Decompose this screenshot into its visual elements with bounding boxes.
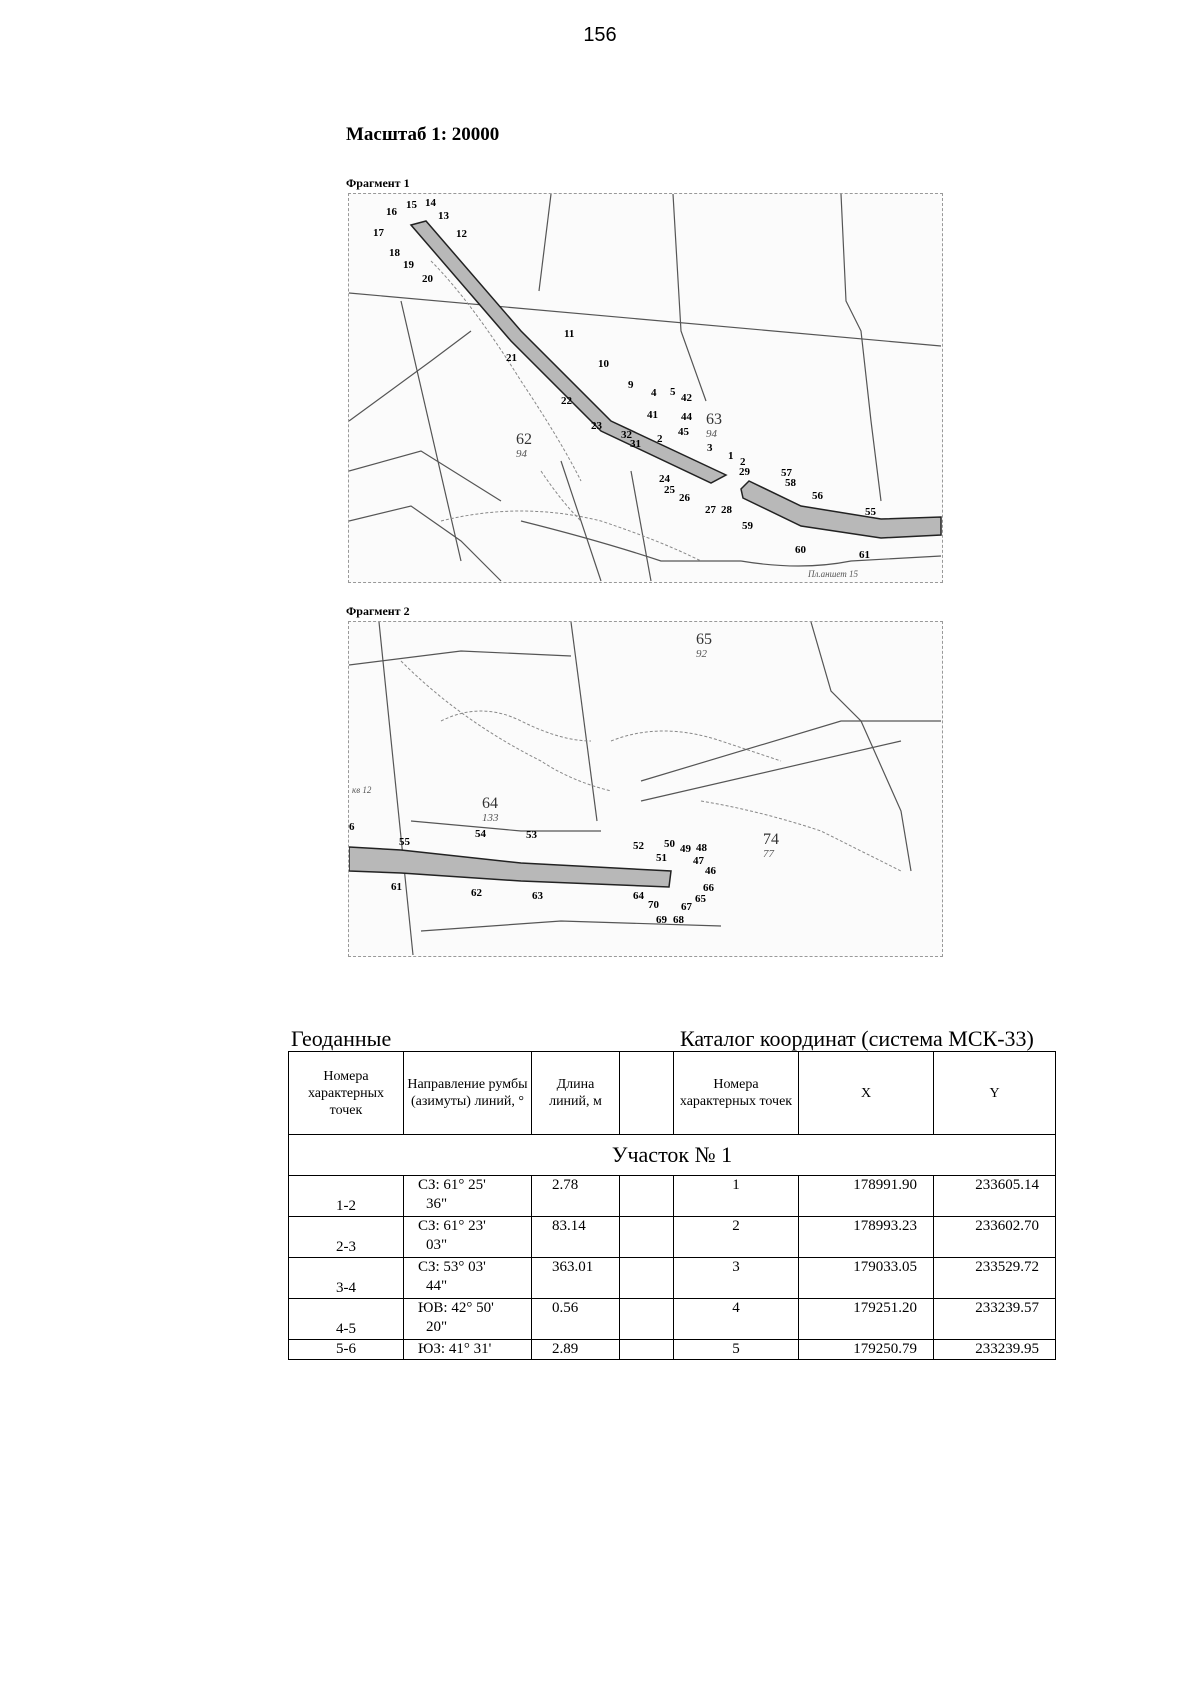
cell-length: 0.56 xyxy=(532,1299,620,1340)
cell-y: 233602.70 xyxy=(934,1217,1056,1258)
parcel-area: 94 xyxy=(706,428,717,440)
cell-length: 363.01 xyxy=(532,1258,620,1299)
parcel-number: 62 xyxy=(516,431,532,448)
table-row xyxy=(289,1340,1056,1360)
point-label: 41 xyxy=(647,409,658,421)
point-label: 52 xyxy=(633,840,644,852)
point-label: 14 xyxy=(425,197,436,209)
point-label: 55 xyxy=(865,506,876,518)
point-label: 19 xyxy=(403,259,414,271)
header-points: Номера характерных точек xyxy=(289,1052,404,1135)
point-label: 67 xyxy=(681,901,692,913)
fragment1-title: Фрагмент 1 xyxy=(346,176,410,190)
point-label: 2 xyxy=(657,433,663,445)
point-label: 48 xyxy=(696,842,707,854)
point-label: 9 xyxy=(628,379,634,391)
cell-direction: СЗ: 61° 25' 36" xyxy=(404,1176,532,1217)
parcel-number: 74 xyxy=(763,831,779,848)
point-label: 2 xyxy=(740,456,746,468)
cell-pair: 3-4 xyxy=(289,1258,404,1299)
point-label: 22 xyxy=(561,395,572,407)
fragment1-corridor-a xyxy=(411,221,726,483)
point-label: 60 xyxy=(795,544,806,556)
point-label: 49 xyxy=(680,843,691,855)
fragment1-corridor-b xyxy=(741,481,941,538)
parcel-number: 65 xyxy=(696,631,712,648)
geodata-table xyxy=(288,1051,1056,1360)
point-label: 64 xyxy=(633,890,644,902)
catalog-title: Каталог координат (система МСК-33) xyxy=(680,1026,1034,1051)
cell-point-number: 2 xyxy=(674,1217,799,1258)
fragment1-footer-note: Пл.аншет 15 xyxy=(808,569,859,579)
cell-empty xyxy=(620,1176,674,1217)
cell-direction: СЗ: 53° 03' 44" xyxy=(404,1258,532,1299)
table-header-row xyxy=(289,1052,1056,1135)
point-label: 24 xyxy=(659,473,670,485)
scale-label: Масштаб 1: 20000 xyxy=(346,124,500,145)
parcel-area: 94 xyxy=(516,448,527,460)
cell-point-number: 4 xyxy=(674,1299,799,1340)
point-label: 46 xyxy=(705,865,716,877)
cell-y: 233529.72 xyxy=(934,1258,1056,1299)
point-label: 55 xyxy=(399,836,410,848)
cell-x: 178993.23 xyxy=(799,1217,934,1258)
cell-x: 179033.05 xyxy=(799,1258,934,1299)
point-label: 54 xyxy=(475,828,486,840)
point-label: 70 xyxy=(648,899,659,911)
point-label: 11 xyxy=(564,328,575,340)
cell-length: 83.14 xyxy=(532,1217,620,1258)
cell-x: 178991.90 xyxy=(799,1176,934,1217)
point-label: 3 xyxy=(707,442,713,454)
cell-empty xyxy=(620,1299,674,1340)
point-label: 53 xyxy=(526,829,537,841)
fragment2-side-note: кв 12 xyxy=(352,785,372,795)
parcel-number: 64 xyxy=(482,795,498,812)
cell-empty xyxy=(620,1217,674,1258)
cell-point-number: 5 xyxy=(674,1340,799,1360)
point-label: 63 xyxy=(532,890,543,902)
point-label: 13 xyxy=(438,210,449,222)
point-label: 45 xyxy=(678,426,689,438)
point-label: 66 xyxy=(703,882,714,894)
header-empty xyxy=(620,1052,674,1135)
header-catalog-points: Номера характерных точек xyxy=(674,1052,799,1135)
point-label: 12 xyxy=(456,228,467,240)
section-row xyxy=(289,1135,1056,1176)
cell-empty xyxy=(620,1340,674,1360)
point-label: 23 xyxy=(591,420,602,432)
parcel-area: 77 xyxy=(763,848,774,860)
point-label: 65 xyxy=(695,893,706,905)
fragment2-title: Фрагмент 2 xyxy=(346,604,410,618)
table-row xyxy=(289,1217,1056,1258)
fragment1-roads xyxy=(431,261,701,561)
point-label: 17 xyxy=(373,227,384,239)
point-label: 44 xyxy=(681,411,692,423)
section-title: Участок № 1 xyxy=(289,1135,1056,1176)
cell-y: 233239.95 xyxy=(934,1340,1056,1360)
cell-length: 2.78 xyxy=(532,1176,620,1217)
point-label: 47 xyxy=(693,855,704,867)
point-label: 28 xyxy=(721,504,732,516)
point-label: 50 xyxy=(664,838,675,850)
point-label: 4 xyxy=(651,387,657,399)
point-label: 18 xyxy=(389,247,400,259)
point-label: 27 xyxy=(705,504,716,516)
cell-pair: 1-2 xyxy=(289,1176,404,1217)
point-label: 21 xyxy=(506,352,517,364)
fragment2-boundaries xyxy=(349,622,941,955)
fragment1-map xyxy=(348,193,943,583)
point-label: 5 xyxy=(670,386,676,398)
fragment1-map-svg xyxy=(349,194,942,582)
cell-direction: ЮЗ: 41° 31' xyxy=(404,1340,532,1360)
table-row xyxy=(289,1176,1056,1217)
point-label: 25 xyxy=(664,484,675,496)
cell-direction: СЗ: 61° 23' 03" xyxy=(404,1217,532,1258)
point-label: 29 xyxy=(739,466,750,478)
cell-point-number: 1 xyxy=(674,1176,799,1217)
point-label: 61 xyxy=(391,881,402,893)
header-x: X xyxy=(799,1052,934,1135)
point-label: 20 xyxy=(422,273,433,285)
point-label: 69 xyxy=(656,914,667,926)
point-label: 68 xyxy=(673,914,684,926)
point-label: 32 xyxy=(621,429,632,441)
cell-y: 233239.57 xyxy=(934,1299,1056,1340)
cell-length: 2.89 xyxy=(532,1340,620,1360)
cell-pair: 2-3 xyxy=(289,1217,404,1258)
point-label: 61 xyxy=(859,549,870,561)
cell-y: 233605.14 xyxy=(934,1176,1056,1217)
table-row xyxy=(289,1258,1056,1299)
fragment2-map xyxy=(348,621,943,957)
point-label: 56 xyxy=(812,490,823,502)
cell-x: 179251.20 xyxy=(799,1299,934,1340)
parcel-number: 63 xyxy=(706,411,722,428)
point-label: 59 xyxy=(742,520,753,532)
geodata-title: Геоданные xyxy=(291,1026,392,1051)
point-label: 6 xyxy=(349,821,355,833)
point-label: 51 xyxy=(656,852,667,864)
point-label: 42 xyxy=(681,392,692,404)
cell-pair: 4-5 xyxy=(289,1299,404,1340)
point-label: 16 xyxy=(386,206,397,218)
point-label: 1 xyxy=(728,450,734,462)
parcel-area: 133 xyxy=(482,812,499,824)
parcel-area: 92 xyxy=(696,648,707,660)
cell-point-number: 3 xyxy=(674,1258,799,1299)
point-label: 15 xyxy=(406,199,417,211)
page-number: 156 xyxy=(583,24,617,46)
point-label: 62 xyxy=(471,887,482,899)
cell-pair: 5-6 xyxy=(289,1340,404,1360)
cell-direction: ЮВ: 42° 50' 20" xyxy=(404,1299,532,1340)
cell-x: 179250.79 xyxy=(799,1340,934,1360)
cell-empty xyxy=(620,1258,674,1299)
header-y: Y xyxy=(934,1052,1056,1135)
fragment2-map-svg xyxy=(349,622,942,956)
point-label: 10 xyxy=(598,358,609,370)
header-direction: Направление румбы (азимуты) линий, ° xyxy=(404,1052,532,1135)
header-length: Длина линий, м xyxy=(532,1052,620,1135)
point-label: 26 xyxy=(679,492,690,504)
table-row xyxy=(289,1299,1056,1340)
point-label: 31 xyxy=(630,438,641,450)
point-label: 58 xyxy=(785,477,796,489)
point-label: 57 xyxy=(781,467,792,479)
